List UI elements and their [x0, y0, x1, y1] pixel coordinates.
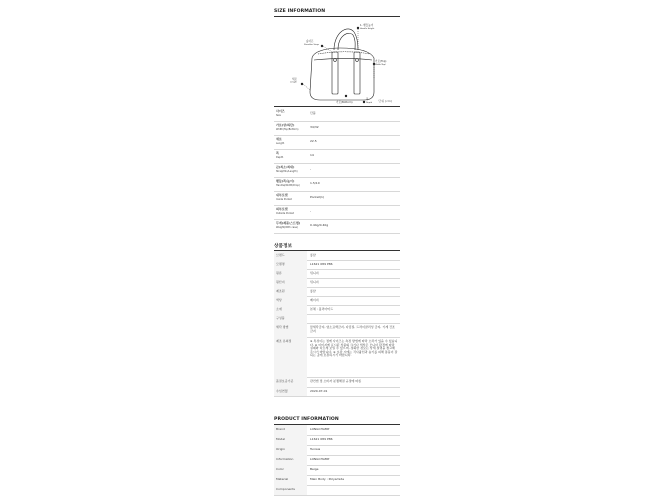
info-row-label: 제조원 — [276, 289, 285, 293]
svg-text:Handle Height: Handle Height — [360, 28, 375, 30]
size-section-title: SIZE INFORMATION — [274, 9, 326, 14]
info-row-value: 본체 : 폴리아미드 — [310, 307, 334, 311]
svg-text:폭: 폭 — [366, 98, 369, 101]
info-row-label: 세탁 방법 — [276, 325, 289, 329]
size-row — [274, 191, 400, 206]
size-row-label: 세로 — [276, 137, 282, 141]
product-row-value: LONGCHAMP — [310, 427, 330, 431]
size-row-label-en: Width(Top/Bottom) — [276, 128, 299, 131]
svg-text:Length: Length — [290, 81, 297, 84]
product-row-value: Main Body : Polyamide — [310, 477, 345, 481]
size-row-label-en: Handle(Width/Drop) — [276, 184, 300, 187]
size-row-label: 외부포켓 — [276, 207, 288, 211]
product-row-label: Origin — [276, 447, 286, 451]
size-row — [274, 149, 400, 164]
size-row-value: 34/32 — [310, 125, 319, 129]
size-row-value: 14 — [310, 153, 314, 157]
info-row-value: 튀니지 — [310, 280, 319, 284]
size-row-value: 22.5 — [310, 139, 317, 143]
size-row-label-en: Inside Pocket — [276, 198, 292, 201]
info-row-value: 물세탁금지, 염소표백금지, 다림질, 드라이클리닝 금지, 기계 건조 금지 — [310, 325, 395, 333]
size-row-label-en: Depth — [276, 156, 284, 159]
info-row-value: 2020-07-01 — [310, 389, 328, 393]
info-row-value: 베이지 — [310, 298, 319, 302]
info-row-value: 튀니지 — [310, 271, 319, 275]
size-row — [274, 177, 400, 192]
info-row-value: 롱샴 — [310, 289, 316, 293]
size-row-label-en: Size — [276, 114, 281, 117]
info-row-label: 원류 — [276, 271, 282, 275]
size-row — [274, 163, 400, 178]
info-row-label: 원산지 — [276, 280, 285, 284]
product-row-label: Color — [276, 467, 284, 471]
info-section-title: 상품정보 — [274, 244, 293, 249]
product-row-label: Components — [276, 487, 295, 491]
size-row-value: - — [310, 209, 312, 213]
size-section-divider — [274, 16, 400, 17]
bag-size-diagram — [274, 18, 400, 104]
product-row-label: Model — [276, 437, 286, 441]
size-row — [274, 219, 400, 234]
info-row-value: 관련법 및 소비자 분쟁해결 규정에 따름 — [310, 379, 362, 383]
info-row-label: 수입연월 — [276, 389, 288, 393]
size-row — [274, 205, 400, 220]
product-row-label: Brand — [276, 427, 285, 431]
product-row-value: Beige — [310, 467, 319, 471]
info-row-value: 롱샴 — [310, 253, 316, 257]
info-row — [274, 323, 400, 338]
size-row-label: 폭 — [276, 151, 279, 155]
svg-text:가로(Bottom): 가로(Bottom) — [336, 101, 353, 104]
product-section-title: PRODUCT INFORMATION — [274, 417, 339, 422]
info-row — [274, 337, 400, 378]
info-row-label: 소재 — [276, 307, 282, 311]
size-row-label: 핸들(폭/높이) — [276, 179, 295, 183]
size-row-label: 내부포켓 — [276, 193, 288, 197]
size-row-label: 가로(상/하단) — [276, 123, 295, 127]
product-row-value: Tunisia — [310, 447, 321, 451]
info-row-label: 브랜드 — [276, 253, 285, 257]
size-row-value: 1.5/10 — [310, 181, 320, 185]
unit-note: 단위 (cm) — [378, 99, 392, 103]
size-row-label: 끈(최소/최대) — [276, 165, 295, 169]
size-row-label-en: Weight(With case) — [276, 226, 298, 229]
svg-text:Depth: Depth — [366, 102, 373, 104]
product-row-label: Information — [276, 457, 294, 461]
svg-text:1. 핸들높이: 1. 핸들높이 — [360, 24, 374, 27]
info-row-label: 품질보증기준 — [276, 379, 294, 383]
size-row — [274, 135, 400, 150]
info-row-label: 색상 — [276, 298, 282, 302]
product-row-label: Material — [276, 477, 289, 481]
size-row-label-en: Length — [276, 142, 285, 145]
size-row — [274, 107, 400, 122]
svg-text:숄더끈: 숄더끈 — [306, 40, 314, 43]
info-row-label: 모델명 — [276, 262, 285, 266]
svg-text:Width(Top): Width(Top) — [375, 64, 386, 66]
info-row — [274, 387, 400, 397]
size-row-label-en: Outside Pocket — [276, 212, 294, 215]
size-row-value: 단품 — [310, 111, 316, 115]
svg-text:Shoulder Strap: Shoulder Strap — [304, 44, 319, 46]
svg-text:세로: 세로 — [292, 78, 298, 81]
size-row-label: 무게(제품/스트랩) — [276, 221, 301, 225]
product-row-value: L1621 089 P86 — [310, 437, 333, 441]
size-row-value: - — [310, 167, 312, 171]
size-row-value: 0.44g/0.40g — [310, 223, 329, 227]
svg-text:가로(Top): 가로(Top) — [375, 60, 387, 63]
size-row-label: 사이즈 — [276, 109, 285, 113]
info-row-label: 구성품 — [276, 316, 285, 320]
info-row-value: L1621 089 P86 — [310, 262, 333, 266]
info-row-label: 제조 유의점 — [276, 339, 292, 343]
product-row — [274, 485, 400, 496]
size-row — [274, 121, 400, 136]
size-row-label-en: Strap(Min/Length) — [276, 170, 298, 173]
size-row-value: Pocket(1) — [310, 195, 325, 199]
product-row-value: LONGCHAMP — [310, 457, 330, 461]
info-row-value: ※ 특성이는 점에 사이즈는 측정 방법에 따라 오차가 있을 수 있습니다. ※ 이미지에 표시된 상품의 크기나 색상은 모니터 환경에 따라 실제와 다르게 보일 수 있으며, 정확한 정보는 상세 설명을 참고해 주시기 바랍니다. ※ 보관 시에는 직사광선과 습기를 피해 통풍이 잘 되는 곳에 보관하시기 바랍니다. — [310, 339, 398, 358]
